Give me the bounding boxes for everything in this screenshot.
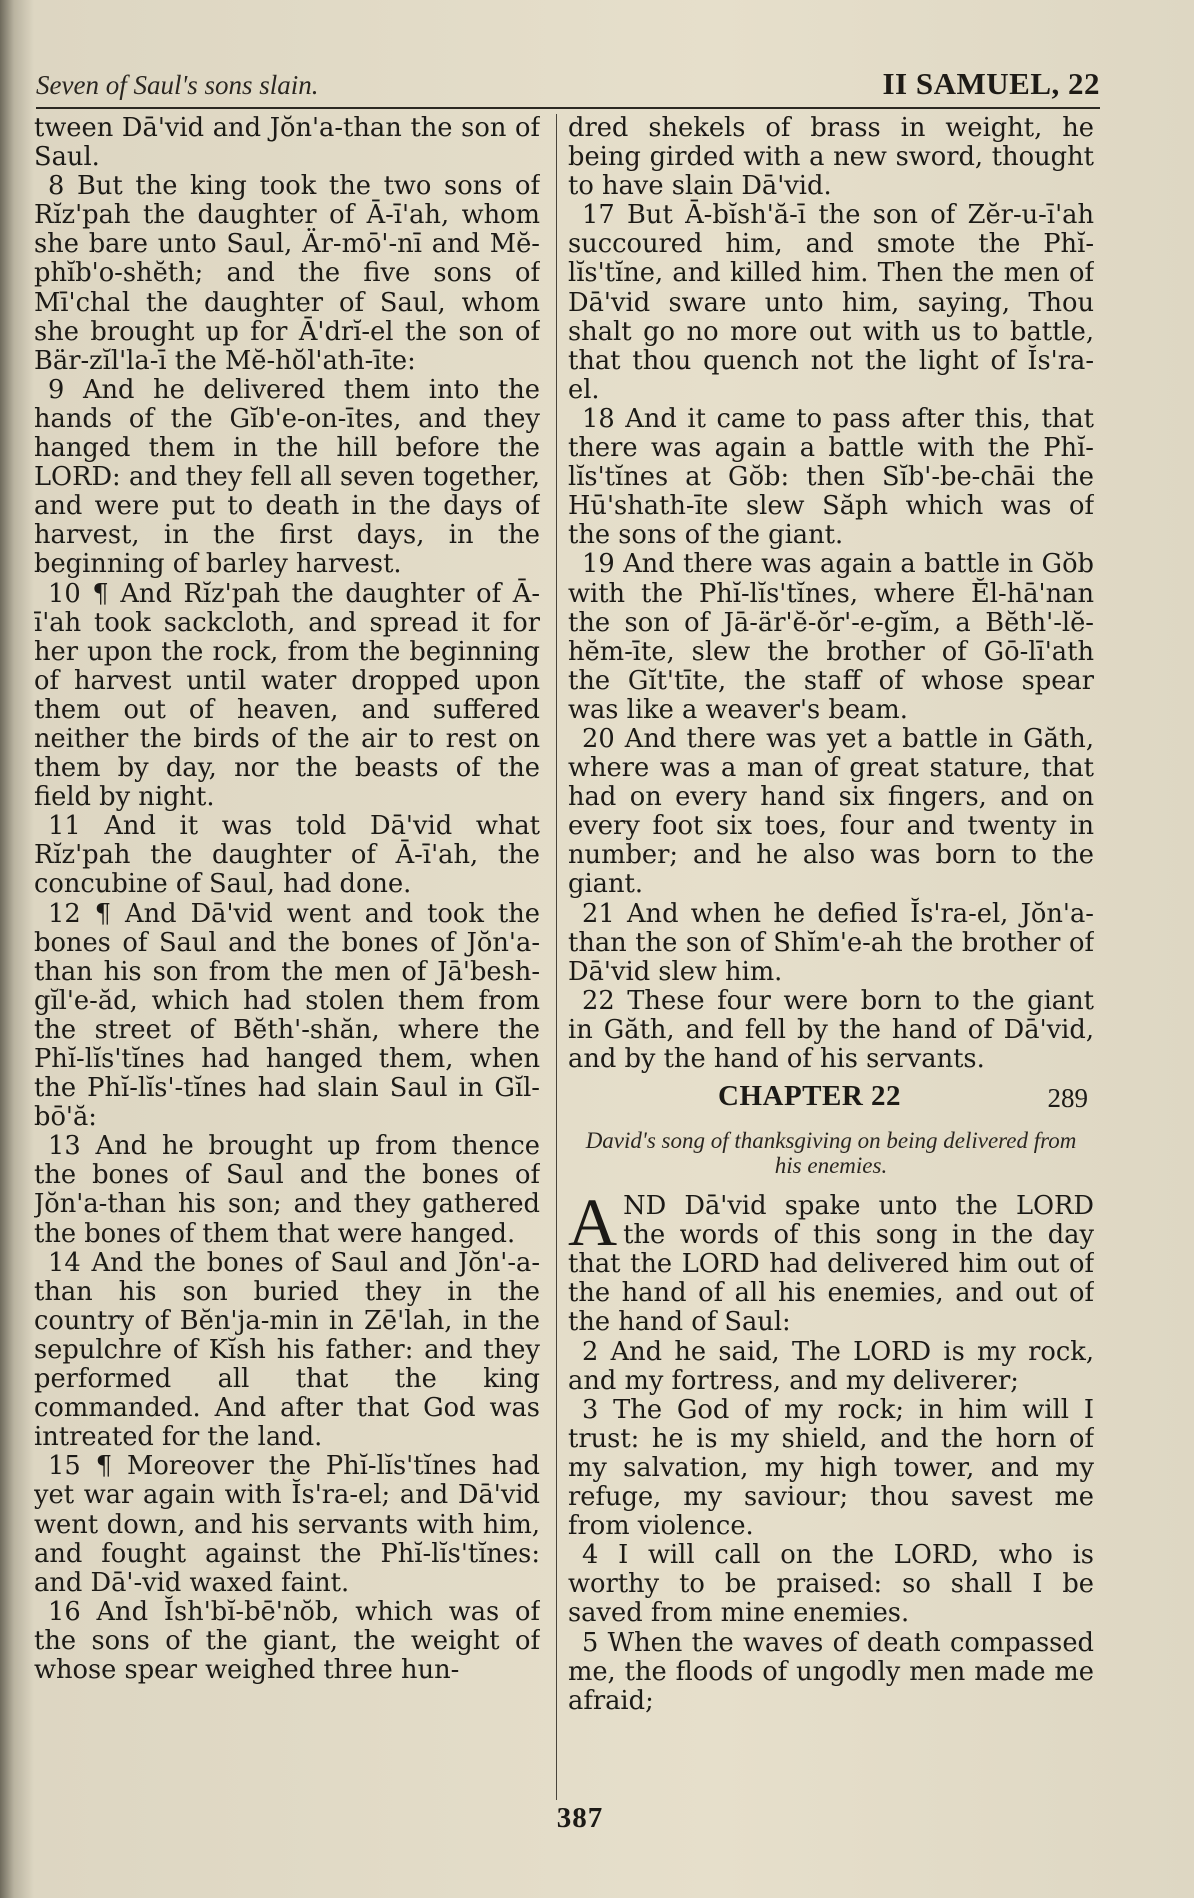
- verse-paragraph: dred shekels of brass in weight, he being girded with a new sword, thought to have slain Dā'vid.: [568, 114, 1094, 202]
- chapter-number: 289: [1047, 1083, 1088, 1114]
- verse-paragraph: 10 ¶ And Rĭz'pah the daughter of Ā-ī'ah took sackcloth, and spread it for her upon the rock, from the beginning of harvest until water dropped upon them out of heaven, and suffered neither the birds of the air to rest on them by day, nor the beasts of the field by night.: [34, 578, 540, 813]
- page-number: 387: [556, 1802, 604, 1834]
- verse-paragraph: tween Dā'vid and Jŏn'a-than the son of Saul.: [34, 114, 540, 173]
- verse-paragraph: 18 And it came to pass after this, that there was again a battle with the Phĭ-lĭs'tĭnes at Gŏb: then Sĭb'-be-chāi the Hū'shath-īte slew Săph which was of the sons of the giant.: [568, 403, 1094, 551]
- running-head: [36, 64, 1100, 108]
- verse-paragraph: 3 The God of my rock; in him will I trust: he is my shield, and the horn of my salvation, my high tower, and my refuge, my saviour; thou savest me from violence.: [568, 1394, 1094, 1542]
- verse-paragraph: 22 These four were born to the giant in Găth, and fell by the hand of Dā'vid, and by the hand of his servants.: [568, 985, 1094, 1074]
- running-head-summary: Seven of Saul's sons slain.: [36, 70, 319, 100]
- verse-paragraph: 15 ¶ Moreover the Phĭ-lĭs'tĭnes had yet war again with Ĭs'ra-el; and Dā'vid went down, and his servants with him, and fought against the Phĭ-lĭs'tĭnes: and Dā'-vid waxed faint.: [34, 1451, 540, 1598]
- verse-paragraph: 21 And when he defied Ĭs'ra-el, Jŏn'a-than the son of Shĭm'e-ah the brother of Dā'vid slew him.: [568, 898, 1094, 987]
- header-rule: [36, 107, 1100, 109]
- verse-paragraph: 9 And he delivered them into the hands of the Gĭb'e-on-ītes, and they hanged them in the hill before the LORD: and they fell all seven together, and were put to death in the days of harvest, in the first days, in the beginning of barley harvest.: [34, 374, 540, 580]
- verse-paragraph: 19 And there was again a battle in Gŏb with the Phĭ-lĭs'tĭnes, where Ĕl-hā'nan the son of Jā-är'ĕ-ŏr'-e-gĭm, a Bĕth'-lĕ-hĕm-īte, slew the brother of Gō-lī'ath the Gĭt'tīte, the staff of whose spear was like a weaver's beam.: [568, 549, 1094, 725]
- left-column: [34, 114, 540, 1800]
- verse-paragraph: 20 And there was yet a battle in Găth, where was a man of great stature, that had on every hand six fingers, and on every foot six toes, four and twenty in number; and he also was born to the giant.: [568, 723, 1094, 900]
- drop-cap: A: [568, 1184, 618, 1261]
- first-verse: [568, 1184, 1094, 1338]
- verse-paragraph: 17 But Ā-bĭsh'ă-ī the son of Zĕr-u-ī'ah succoured him, and smote the Phĭ-lĭs'tĭne, and killed him. Then the men of Dā'vid sware unto him, saying, Thou shalt go no more out with us to battle, that thou quench not the light of Ĭs'ra-el.: [568, 200, 1094, 405]
- verse-paragraph: 16 And Ĭsh'bĭ-bē'nŏb, which was of the sons of the giant, the weight of whose spear weighed three hun-: [34, 1596, 540, 1685]
- verse-paragraph: 4 I will call on the LORD, who is worthy to be praised: so shall I be saved from mine enemies.: [568, 1540, 1094, 1629]
- first-verse-text: ND Dā'vid spake unto the LORD the words of this song in the day that the LORD had delivered him out of the hand of all his enemies, and out of the hand of Saul:: [568, 1191, 1094, 1338]
- verse-paragraph: 2 And he said, The LORD is my rock, and my fortress, and my deliverer;: [568, 1336, 1094, 1396]
- verse-paragraph: 11 And it was told Dā'vid what Rĭz'pah the daughter of Ā-ī'ah, the concubine of Saul, had done.: [34, 811, 540, 900]
- verse-paragraph: 12 ¶ And Dā'vid went and took the bones of Saul and the bones of Jŏn'a-than his son from the men of Jā'besh-gĭl'e-ăd, which had stolen them from the street of Bĕth'-shăn, where the Phĭ-lĭs'tĭnes had hanged them, when the Phĭ-lĭs'-tĭnes had slain Saul in Gĭl-bō'ă:: [34, 898, 540, 1133]
- chapter-heading: [568, 1080, 1094, 1120]
- verse-paragraph: 14 And the bones of Saul and Jŏn'-a-than his son buried they in the country of Bĕn'ja-min in Zē'lah, in the sepulchre of Kĭsh his father: and they performed all that the king commanded. And after that God was intreated for the land.: [34, 1247, 540, 1453]
- chapter-summary: David's song of thanksgiving on being delivered from his enemies.: [585, 1128, 1077, 1179]
- right-column: [568, 114, 1094, 1800]
- verse-paragraph: 5 When the waves of death compassed me, the floods of ungodly men made me afraid;: [568, 1627, 1094, 1716]
- running-head-book: II SAMUEL, 22: [882, 66, 1100, 101]
- verse-paragraph: 8 But the king took the two sons of Rĭz'pah the daughter of Ā-ī'ah, whom she bare unto Saul, Är-mō'-nī and Mĕ-phĭb'o-shĕth; and the five sons of Mī'chal the daughter of Saul, whom she brought up for Ā'drĭ-el the son of Bär-zĭl'la-ī the Mĕ-hŏl'ath-īte:: [34, 171, 540, 376]
- chapter-title: CHAPTER 22: [718, 1080, 902, 1113]
- column-divider: [556, 114, 557, 1800]
- verse-paragraph: 13 And he brought up from thence the bones of Saul and the bones of Jŏn'a-than his son; and they gathered the bones of them that were hanged.: [34, 1131, 540, 1249]
